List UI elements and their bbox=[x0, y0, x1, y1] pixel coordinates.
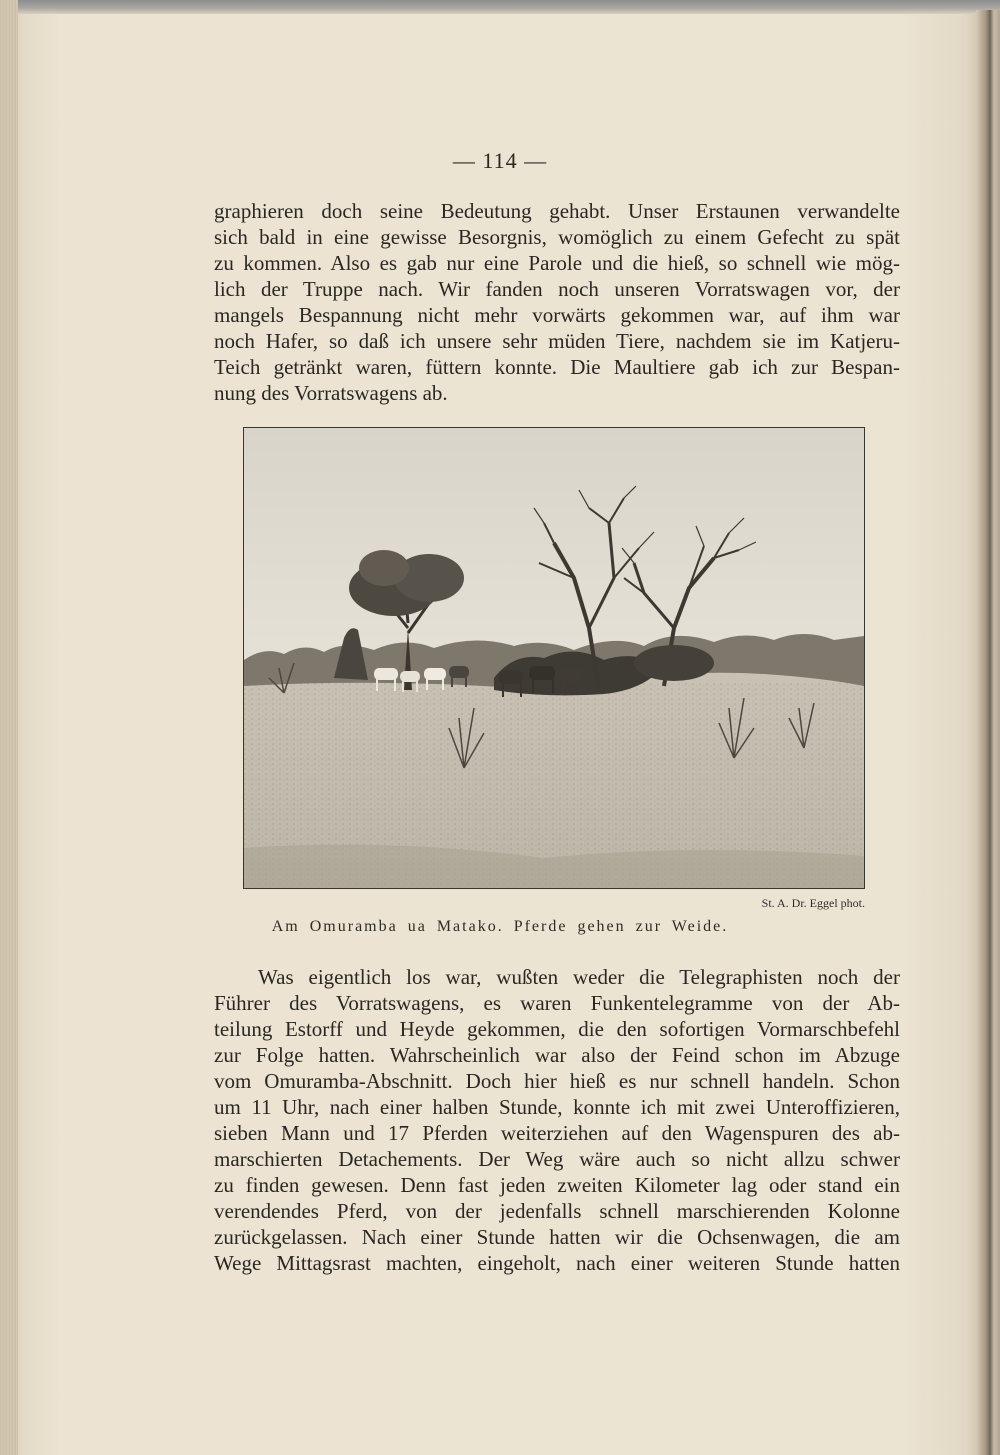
book-fore-edge bbox=[976, 10, 1000, 1455]
text-line: zurückgelassen. Nach einer Stunde hatten wir die Ochsenwagen, die am bbox=[214, 1225, 900, 1249]
photo-illustration bbox=[244, 428, 864, 888]
text-line: verendendes Pferd, von der jedenfalls schnell marschierenden Kolonne bbox=[214, 1199, 900, 1223]
paragraph-bottom bbox=[214, 964, 900, 1276]
text-line: sich bald in eine gewisse Besorgnis, womöglich zu einem Gefecht zu spät bbox=[214, 225, 900, 249]
text-line: mangels Bespannung nicht mehr vorwärts gekommen war, auf ihm war bbox=[214, 303, 900, 327]
figure-caption: Am Omuramba ua Matako. Pferde gehen zur Weide. bbox=[271, 918, 729, 935]
text-line: vom Omuramba-Abschnitt. Doch hier hieß es nur schnell handeln. Schon bbox=[214, 1069, 900, 1093]
page-number: — 114 — bbox=[452, 148, 548, 173]
landscape-photograph bbox=[243, 427, 865, 889]
text-line: teilung Estorff und Heyde gekommen, die den sofortigen Vormarschbefehl bbox=[214, 1017, 900, 1041]
text-line: graphieren doch seine Bedeutung gehabt. Unser Erstaunen verwandelte bbox=[214, 199, 900, 223]
book-gutter bbox=[0, 0, 18, 1455]
text-line: Wege Mittagsrast machten, eingeholt, nach einer weiteren Stunde hatten bbox=[214, 1251, 900, 1275]
text-line: marschierten Detachements. Der Weg wäre auch so nicht allzu schwer bbox=[214, 1147, 900, 1171]
photo-credit: St. A. Dr. Eggel phot. bbox=[761, 896, 865, 910]
text-line: um 11 Uhr, nach einer halben Stunde, konnte ich mit zwei Unteroffizieren, bbox=[214, 1095, 900, 1119]
book-top-edge bbox=[0, 0, 1000, 14]
text-line: sieben Mann und 17 Pferden weiterziehen auf den Wagenspuren des ab- bbox=[214, 1121, 900, 1145]
text-line: Teich getränkt waren, füttern konnte. Die Maultiere gab ich zur Bespan- bbox=[214, 355, 900, 379]
text-line: Was eigentlich los war, wußten weder die Telegraphisten noch der bbox=[258, 965, 900, 989]
paragraph-top bbox=[214, 198, 900, 406]
text-line: noch Hafer, so daß ich unsere sehr müden Tiere, nachdem sie im Katjeru- bbox=[214, 329, 900, 353]
text-line: zu finden gewesen. Denn fast jeden zweiten Kilometer lag oder stand ein bbox=[214, 1173, 900, 1197]
text-line: zu kommen. Also es gab nur eine Parole und die hieß, so schnell wie mög- bbox=[214, 251, 900, 275]
text-line: Führer des Vorratswagens, es waren Funkentelegramme von der Ab- bbox=[214, 991, 900, 1015]
text-line: zur Folge hatten. Wahrscheinlich war also der Feind schon im Abzuge bbox=[214, 1043, 900, 1067]
text-line: nung des Vorratswagens ab. bbox=[214, 381, 448, 405]
text-line: lich der Truppe nach. Wir fanden noch unseren Vorratswagen vor, der bbox=[214, 277, 900, 301]
